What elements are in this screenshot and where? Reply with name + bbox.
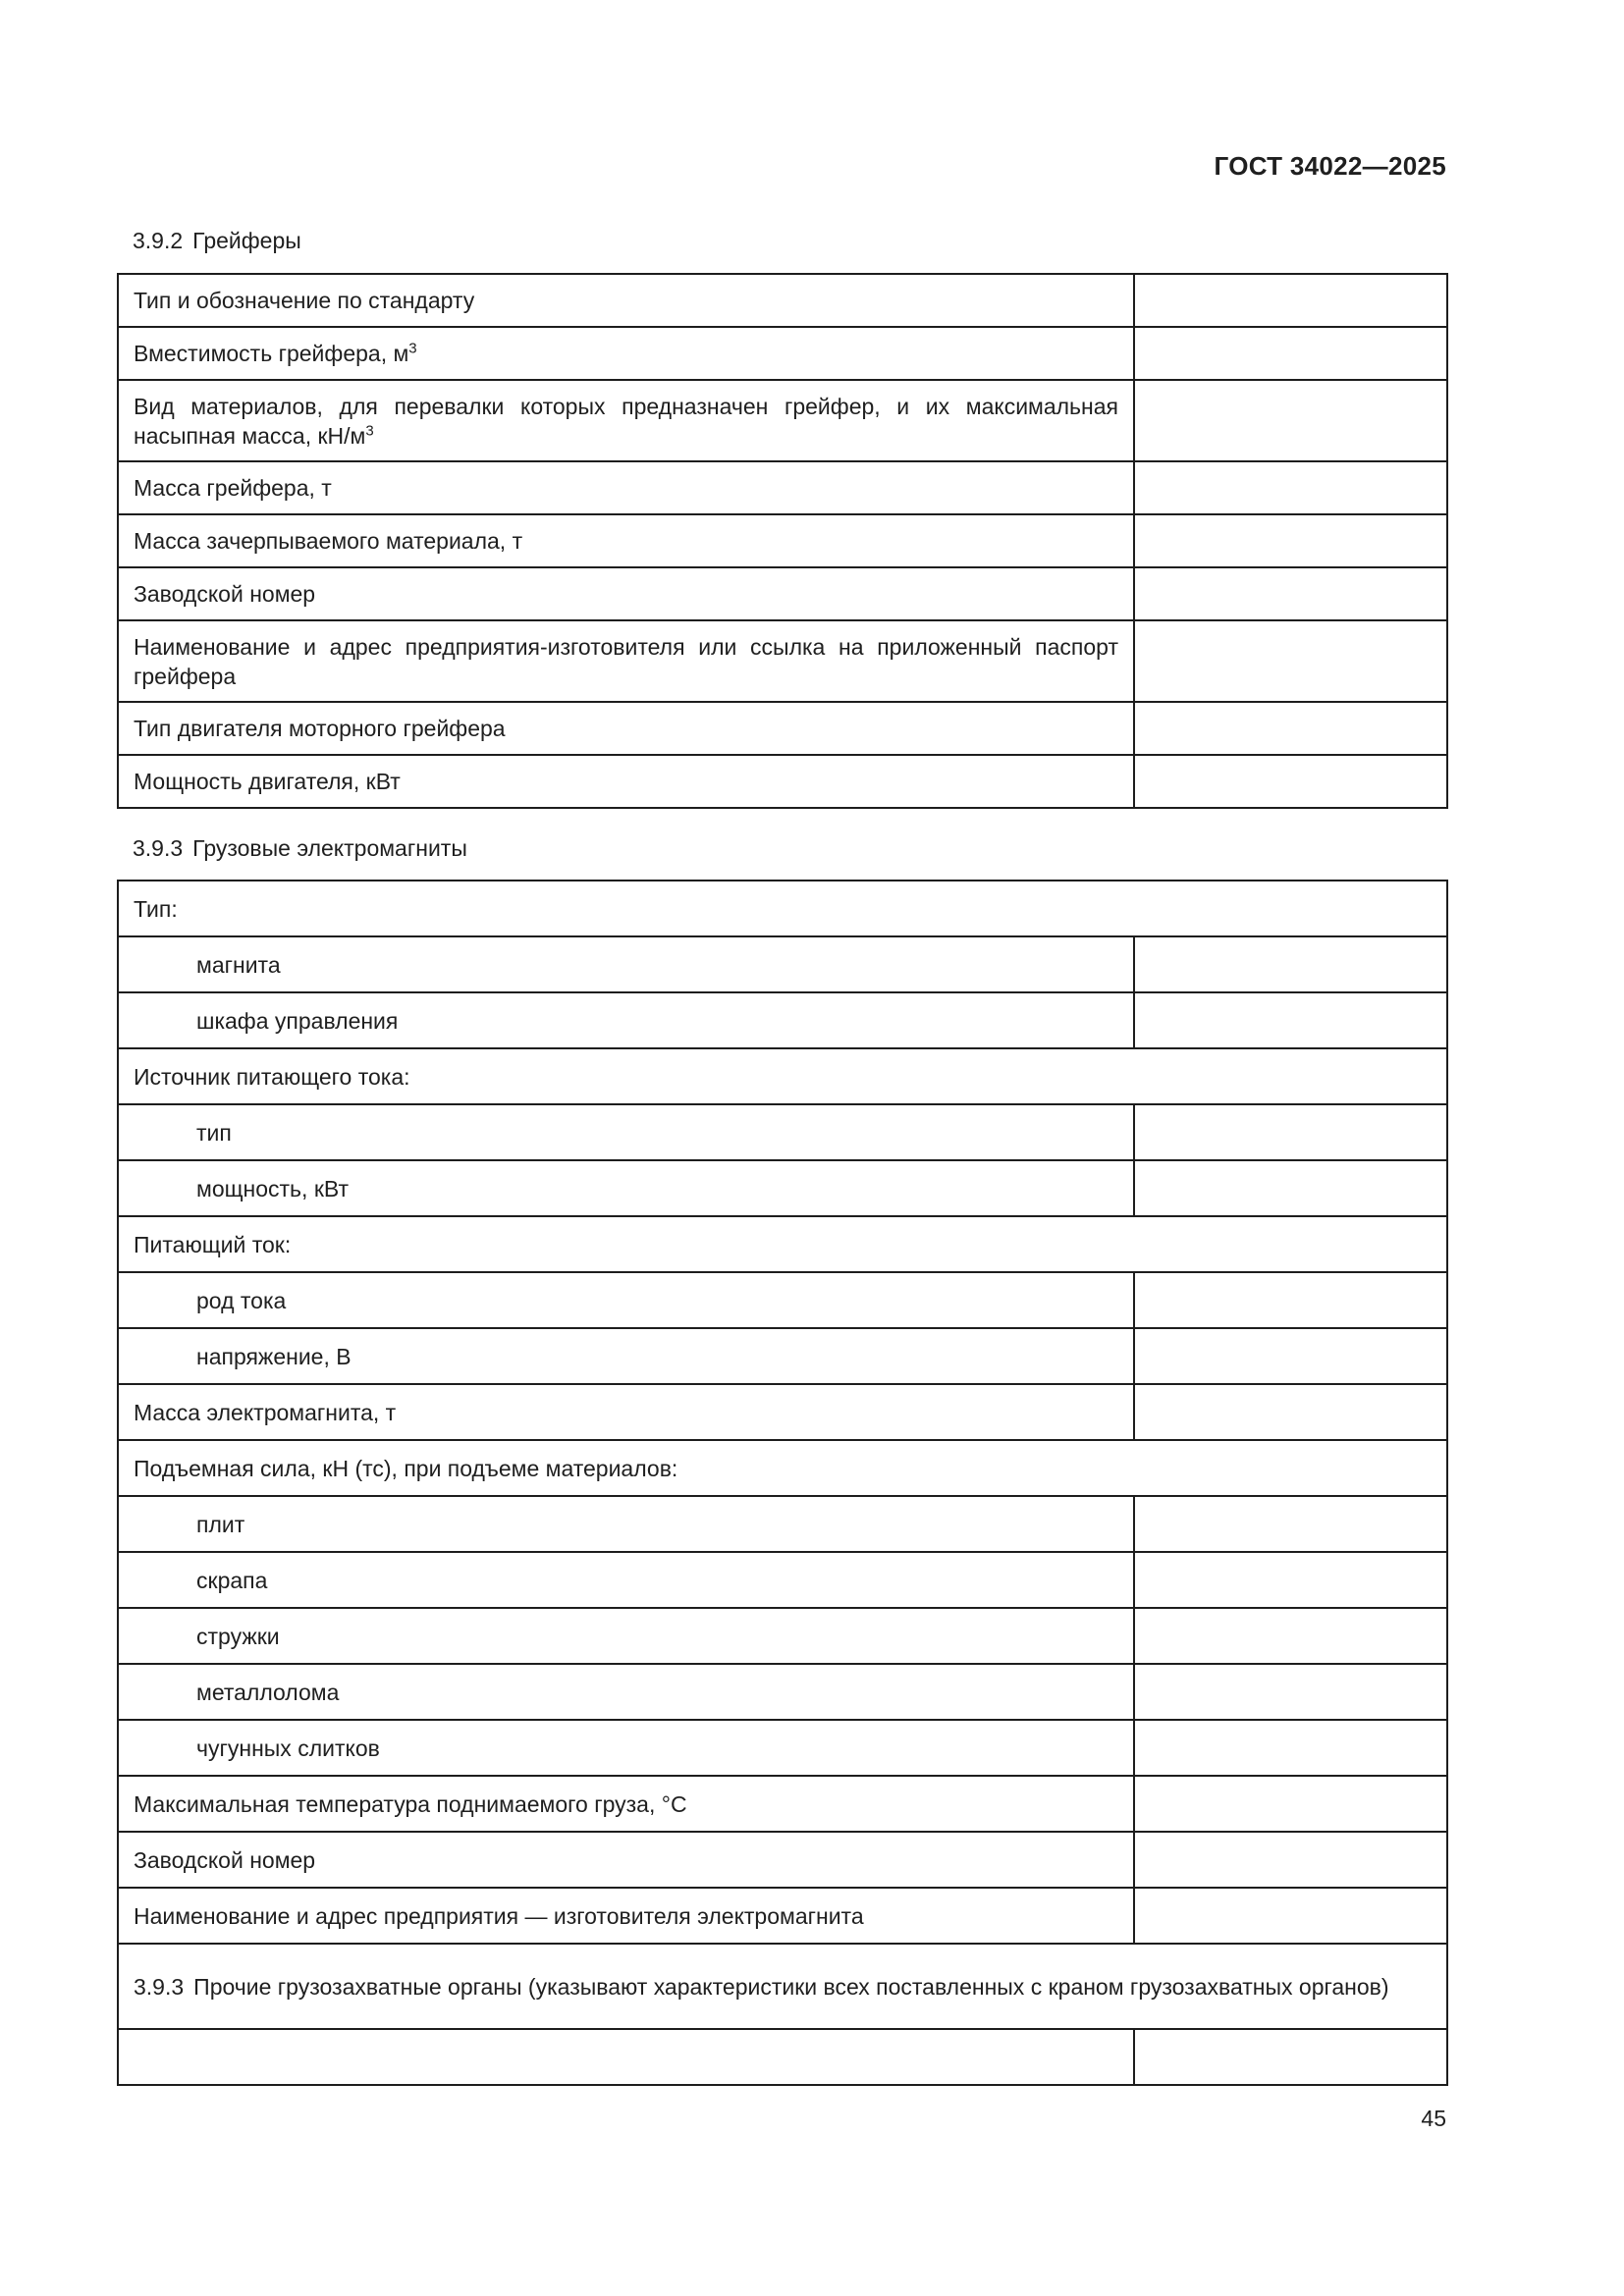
table-row bbox=[118, 1104, 1447, 1160]
value-cell[interactable] bbox=[1134, 1384, 1447, 1440]
other-devices-row bbox=[118, 1944, 1447, 2029]
section-number: 3.9.2 bbox=[133, 228, 184, 253]
table-row bbox=[118, 1608, 1447, 1664]
table-row bbox=[118, 702, 1447, 755]
section-number: 3.9.3 bbox=[134, 1973, 185, 2000]
table-row bbox=[118, 514, 1447, 567]
row-label: чугунных слитков bbox=[118, 1720, 1134, 1776]
row-label: шкафа управления bbox=[118, 992, 1134, 1048]
table-row bbox=[118, 755, 1447, 808]
other-devices-heading bbox=[118, 1944, 1447, 2029]
group-header: Тип: bbox=[118, 881, 1447, 936]
table-row bbox=[118, 380, 1447, 461]
table-row bbox=[118, 881, 1447, 936]
entry-label-cell[interactable] bbox=[118, 2029, 1134, 2085]
value-cell[interactable] bbox=[1134, 620, 1447, 702]
section-name: Грейферы bbox=[192, 228, 301, 253]
row-label: род тока bbox=[118, 1272, 1134, 1328]
row-label: Вид материалов, для перевалки которых предназначен грейфер, и их максимальная насыпная масса, $кН/м^3$ bbox=[118, 380, 1134, 461]
other-devices-text: 3.9.3 Прочие грузозахватные органы (указывают характеристики всех поставленных с краном грузозахватных органов) bbox=[134, 1973, 1389, 2000]
table-row bbox=[118, 620, 1447, 702]
value-cell[interactable] bbox=[1134, 567, 1447, 620]
section-name: Грузовые электромагниты bbox=[192, 835, 467, 861]
value-cell[interactable] bbox=[1134, 380, 1447, 461]
value-cell[interactable] bbox=[1134, 1160, 1447, 1216]
table-row bbox=[118, 1552, 1447, 1608]
value-cell[interactable] bbox=[1134, 327, 1447, 380]
value-cell[interactable] bbox=[1134, 274, 1447, 327]
document-code: ГОСТ 34022—2025 bbox=[1214, 151, 1446, 181]
value-cell[interactable] bbox=[1134, 1104, 1447, 1160]
row-label: Заводской номер bbox=[118, 567, 1134, 620]
value-cell[interactable] bbox=[1134, 2029, 1447, 2085]
value-cell[interactable] bbox=[1134, 1328, 1447, 1384]
table-row bbox=[118, 461, 1447, 514]
table-row bbox=[118, 274, 1447, 327]
value-cell[interactable] bbox=[1134, 461, 1447, 514]
table-row bbox=[118, 567, 1447, 620]
value-cell[interactable] bbox=[1134, 514, 1447, 567]
row-label: стружки bbox=[118, 1608, 1134, 1664]
section-number: 3.9.3 bbox=[133, 835, 184, 861]
row-label: Максимальная температура поднимаемого груза, °С bbox=[118, 1776, 1134, 1832]
value-cell[interactable] bbox=[1134, 936, 1447, 992]
table-row bbox=[118, 1384, 1447, 1440]
row-label: плит bbox=[118, 1496, 1134, 1552]
section-title-grabs bbox=[133, 228, 301, 254]
group-header: Питающий ток: bbox=[118, 1216, 1447, 1272]
value-cell[interactable] bbox=[1134, 1272, 1447, 1328]
row-label: Вместимость грейфера, $м^3$ bbox=[118, 327, 1134, 380]
table-row bbox=[118, 1440, 1447, 1496]
table-row bbox=[118, 1272, 1447, 1328]
table-row bbox=[118, 936, 1447, 992]
row-label: Наименование и адрес предприятия — изготовителя электромагнита bbox=[118, 1888, 1134, 1944]
row-label: Мощность двигателя, кВт bbox=[118, 755, 1134, 808]
table-row bbox=[118, 1832, 1447, 1888]
table-row bbox=[118, 1776, 1447, 1832]
table-row bbox=[118, 1160, 1447, 1216]
superscript: 3 bbox=[408, 340, 417, 357]
table-row bbox=[118, 1664, 1447, 1720]
row-label: мощность, кВт bbox=[118, 1160, 1134, 1216]
row-label: Масса электромагнита, т bbox=[118, 1384, 1134, 1440]
table-row bbox=[118, 1888, 1447, 1944]
value-cell[interactable] bbox=[1134, 1720, 1447, 1776]
row-label: Тип двигателя моторного грейфера bbox=[118, 702, 1134, 755]
row-label: тип bbox=[118, 1104, 1134, 1160]
row-label: скрапа bbox=[118, 1552, 1134, 1608]
page-number: 45 bbox=[1421, 2106, 1446, 2131]
grabs-table bbox=[117, 273, 1448, 809]
value-cell[interactable] bbox=[1134, 1664, 1447, 1720]
value-cell[interactable] bbox=[1134, 1496, 1447, 1552]
row-label: Тип и обозначение по стандарту bbox=[118, 274, 1134, 327]
table-row bbox=[118, 1216, 1447, 1272]
value-cell[interactable] bbox=[1134, 992, 1447, 1048]
table-row bbox=[118, 1720, 1447, 1776]
section-title-magnets bbox=[133, 835, 467, 862]
row-label: Заводской номер bbox=[118, 1832, 1134, 1888]
superscript: 3 bbox=[365, 421, 374, 439]
group-header: Подъемная сила, кН (тс), при подъеме материалов: bbox=[118, 1440, 1447, 1496]
table-row bbox=[118, 1328, 1447, 1384]
table-row bbox=[118, 1496, 1447, 1552]
row-label: металлолома bbox=[118, 1664, 1134, 1720]
row-label: Масса грейфера, т bbox=[118, 461, 1134, 514]
value-cell[interactable] bbox=[1134, 1608, 1447, 1664]
value-cell[interactable] bbox=[1134, 755, 1447, 808]
value-cell[interactable] bbox=[1134, 1832, 1447, 1888]
row-label: магнита bbox=[118, 936, 1134, 992]
value-cell[interactable] bbox=[1134, 702, 1447, 755]
value-cell[interactable] bbox=[1134, 1552, 1447, 1608]
value-cell[interactable] bbox=[1134, 1776, 1447, 1832]
table-row bbox=[118, 992, 1447, 1048]
empty-entry-row bbox=[118, 2029, 1447, 2085]
table-row bbox=[118, 1048, 1447, 1104]
row-label: напряжение, В bbox=[118, 1328, 1134, 1384]
group-header: Источник питающего тока: bbox=[118, 1048, 1447, 1104]
value-cell[interactable] bbox=[1134, 1888, 1447, 1944]
magnets-table bbox=[117, 880, 1448, 2086]
row-label: Наименование и адрес предприятия-изготовителя или ссылка на приложенный паспорт грейфера bbox=[118, 620, 1134, 702]
row-label: Масса зачерпываемого материала, т bbox=[118, 514, 1134, 567]
table-row bbox=[118, 327, 1447, 380]
